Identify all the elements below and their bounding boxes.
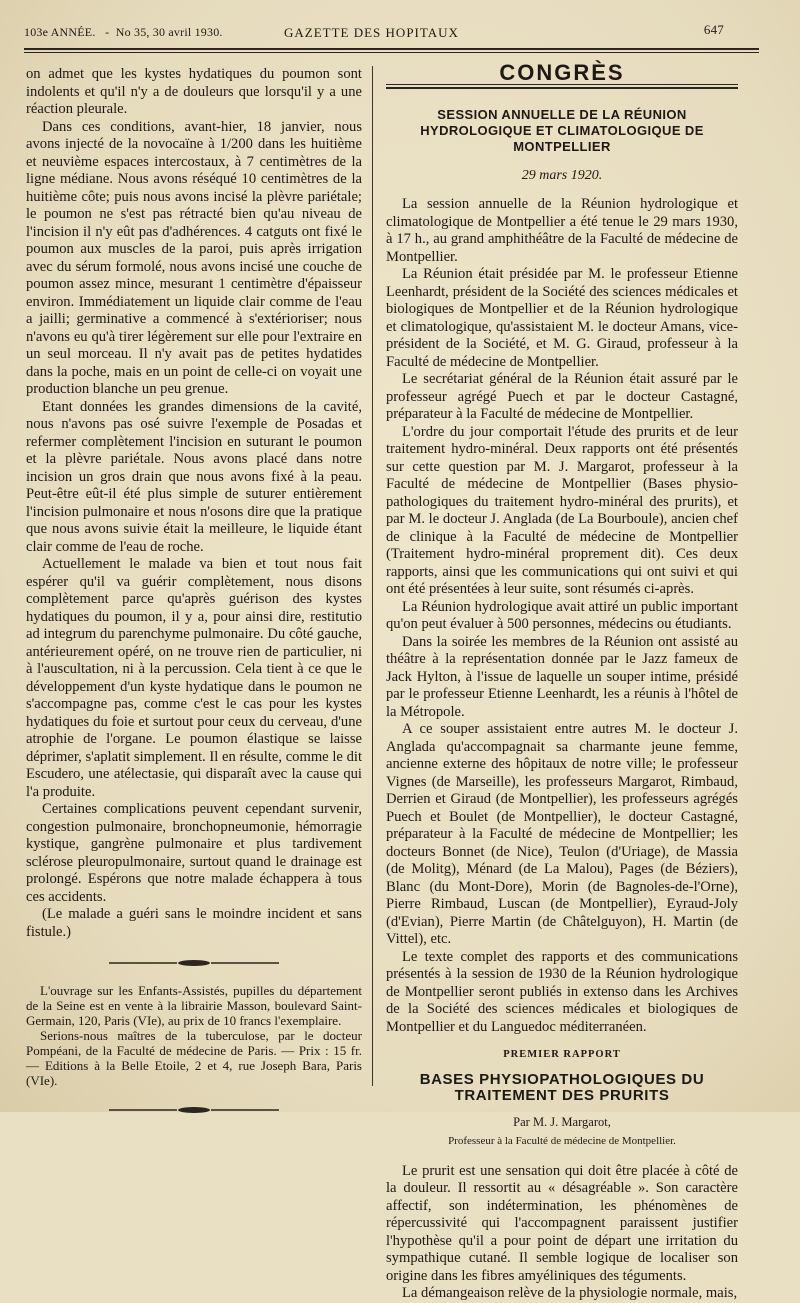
ornament-divider [26, 955, 362, 973]
rapport-affiliation: Professeur à la Faculté de médecine de Montpellier. [448, 1135, 676, 1147]
header-rule-thin [24, 52, 759, 53]
paragraph: L'ordre du jour comportait l'étude des prurits et de leur traitement hydro-minéral. Deux rapports ont été présentés sur cette question par M. J. Margarot, professeur à la Faculté de médecine de Montpellier (Bases physio-pathologiques du traitement hydro-minéral des prurits), et par M. le docteur J. Anglada (de La Bourboule), ancien chef de clinique à la Faculté de médecine de Montpellier (Traitement hydro-minéral proprement dit). Ces deux rapports, ainsi que les communications qui ont suivi et qui ont été présentées à leur suite, sont résumés ci-après. [386, 423, 738, 597]
section-title: CONGRÈS [499, 60, 625, 85]
journal-title: GAZETTE DES HOPITAUX [284, 25, 459, 40]
ornament-divider-icon [109, 959, 279, 967]
book-notice: Serions-nous maîtres de la tuberculose, par le docteur Pompéani, de la Faculté de médecine de Paris. — Prix : 15 fr. — Editions à la Belle Etoile, 2 et 4, rue Joseph Bara, Paris (VIe). [26, 1027, 362, 1088]
book-notice: L'ouvrage sur les Enfants-Assistés, pupilles du département de la Seine est en vente à la librairie Masson, boulevard Saint-Germain, 120, Paris (VIe), au prix de 10 francs l'exemplaire. [26, 982, 362, 1028]
paragraph: Certaines complications peuvent cependant survenir, congestion pulmonaire, bronchopneumonie, hémorragie kystique, gangrène pulmonaire et plus tardivement sclérose pleuropulmonaire, surtout quand le drainage est prolongé. Espérons que notre malade échappera à tous ces accidents. [26, 801, 362, 905]
paragraph: Le texte complet des rapports et des communications présentés à la session de 1930 de la Réunion hydrologique de Montpellier seront publiés in extenso dans les Archives de la Société des sciences médicales et biologiques de Montpellier et du Languedoc méditerranéen. [386, 948, 738, 1035]
paragraph: Le secrétariat général de la Réunion était assuré par le professeur agrégé Puech et par le docteur Castagné, préparateur à la Faculté de médecine de Montpellier. [386, 371, 738, 422]
paragraph: Dans ces conditions, avant-hier, 18 janvier, nous avons injecté de la novocaïne à 1/200 dans les huitième et neuvième espaces intercostaux, à 7 centimètres de la ligne médiane. Nous avons réséqué 10 centimètres de la huitième côte; puis nous avons incisé la plèvre pariétale; le poumon ne s'est pas rétracté bien qu'au niveau de l'incision il n'y eût pas d'adhérences. 4 catguts ont fixé le poumon aux muscles de la paroi, puis après irrigation avec du sérum formolé, nous avons incisé une couche de poumon assez mince, mesurant 1 centimètre d'épaisseur environ. Immédiatement un liquide clair comme de l'eau a jailli; germinative a commencé à s'extérioriser; nous n'avons eu qu'à tirer légèrement sur elle pour l'extraire en un seul morceau. Il n'y avait pas de petites hydatides dans la poche, mais en un point de celle-ci on voyait une production blanche un peu grenue. [26, 118, 362, 397]
rapport-label: PREMIER RAPPORT [503, 1049, 621, 1060]
ornament-divider [26, 1102, 362, 1120]
ornament-divider-icon [109, 1106, 279, 1114]
issue-year-label: 103e ANNÉE. [24, 25, 96, 39]
paragraph: La Réunion hydrologique avait attiré un public important qu'on peut évaluer à 500 personnes, médecins ou étudiants. [386, 598, 738, 632]
paragraph: Le prurit est une sensation qui doit être placée à côté de la douleur. Il ressortit au « désagréable ». Son caractère affectif, son indétermination, les phénomènes de répercussivité qui l'accompagnent paraissent justifier l'hypothèse qu'il a pour point de départ une irritation du sympathique cutané. Il semble logique de localiser son origine dans les fibres amyéliniques des téguments. [386, 1162, 738, 1284]
right-column [386, 60, 738, 1303]
paragraph: Dans la soirée les membres de la Réunion ont assisté au théâtre à la représentation donnée par le Jazz fameux de Jack Hylton, à l'issue de laquelle un souper intime, présidé par le professeur Etienne Leenhardt, les a réunis à l'hôtel de la Métropole. [386, 633, 738, 720]
paragraph: La session annuelle de la Réunion hydrologique et climatologique de Montpellier a été tenue le 29 mars 1930, à 17 h., au grand amphithéâtre de la Faculté de médecine de Montpellier. [386, 196, 738, 265]
rapport-title: BASES PHYSIOPATHOLOGIQUES DU TRAITEMENT DES PRURITS [419, 1070, 705, 1104]
left-column [26, 66, 362, 1129]
paragraph: on admet que les kystes hydatiques du poumon sont indolents et qu'il n'y a de douleurs que lorsqu'il y a une réaction pleurale. [26, 66, 362, 117]
page-header [24, 22, 724, 44]
rapport-author: Par M. J. Margarot, [513, 1114, 611, 1129]
issue-year: 103e ANNÉE. - No 35, 30 avril 1930. [24, 25, 223, 39]
paragraph: La Réunion était présidée par M. le professeur Etienne Leenhardt, président de la Société des sciences médicales et biologiques de Montpellier et de la Réunion hydrologique et climatologique, qu'assistaient M. le docteur Amans, vice-président de la Société, et M. G. Giraud, professeur à la Faculté de médecine de Montpellier. [386, 266, 738, 370]
page-number: 647 [703, 22, 724, 37]
session-date: 29 mars 1920. [521, 167, 603, 183]
issue-number: No 35, 30 avril 1930. [115, 25, 223, 39]
column-separator [372, 66, 373, 1086]
paragraph: Actuellement le malade va bien et tout nous fait espérer qu'il va guérir complètement, nous disons complètement parce qu'après guérison des kystes hydatiques du poumon, il y a, pour ainsi dire, restitutio ad integrum du parenchyme pulmonaire. Du côté gauche, antérieurement opéré, on ne trouve rien de particulier, ni à l'auscultation, ni à la percussion. Cela tient à ce que le développement d'un kyste hydatique dans le poumon ne s'accompagne pas, comme c'est le cas pour les kystes hydatiques du foie et surtout pour ceux du cerveau, d'une atrophie de l'organe. Le poumon élastique se laisse déprimer, s'aplatit simplement. Il en résulte, comme le dit Escudero, une atélectasie, qui disparaît avec la cause qui l'a produite. [26, 556, 362, 800]
header-rule [24, 48, 759, 50]
paragraph: La démangeaison relève de la physiologie normale, mais, [402, 1285, 738, 1301]
paragraph: A ce souper assistaient entre autres M. le docteur J. Anglada qu'accompagnait sa charmante jeune femme, ancienne externe des hôpitaux de notre ville; le professeur Vignes (de Marseille), les professeurs Margarot, Rimbaud, Derrien et Giraud (de Montpellier), les professeurs agrégés Puech et Boulet (de Montpellier), le docteur Castagné, préparateur à la Faculté de médecine de Montpellier; les docteurs Bonnet (de Nice), Teulon (d'Uriage), de Massia (de Molitg), Ménard (de La Malou), Pages (de Béziers), Blanc (du Mont-Dore), Morin (de Bagnoles-de-l'Orne), Pierre Rimbaud, Luscan (de Montpellier), Eyraud-Joly (d'Evian), Pierre Martin (de Châtelguyon), H. Martin (de Vittel), etc. [386, 721, 738, 947]
session-title: SESSION ANNUELLE DE LA RÉUNION HYDROLOGIQUE ET CLIMATOLOGIQUE DE MONTPELLIER [420, 106, 704, 154]
paragraph: Etant données les grandes dimensions de la cavité, nous n'avons pas osé suivre l'exemple de Posadas et refermer complètement l'incision en suturant le poumon et la plèvre pariétale. Nous avons placé dans notre incision un gros drain que nous avons fixé à la peau. Peut-être eût-il été plus simple de suturer entièrement l'incision pulmonaire et nous n'osons dire que la pratique que nous avons suivie était la meilleure, le liquide étant clair comme de l'eau de roche. [26, 398, 362, 555]
section-rule-thick [386, 87, 738, 89]
paragraph: (Le malade a guéri sans le moindre incident et sans fistule.) [26, 906, 362, 940]
